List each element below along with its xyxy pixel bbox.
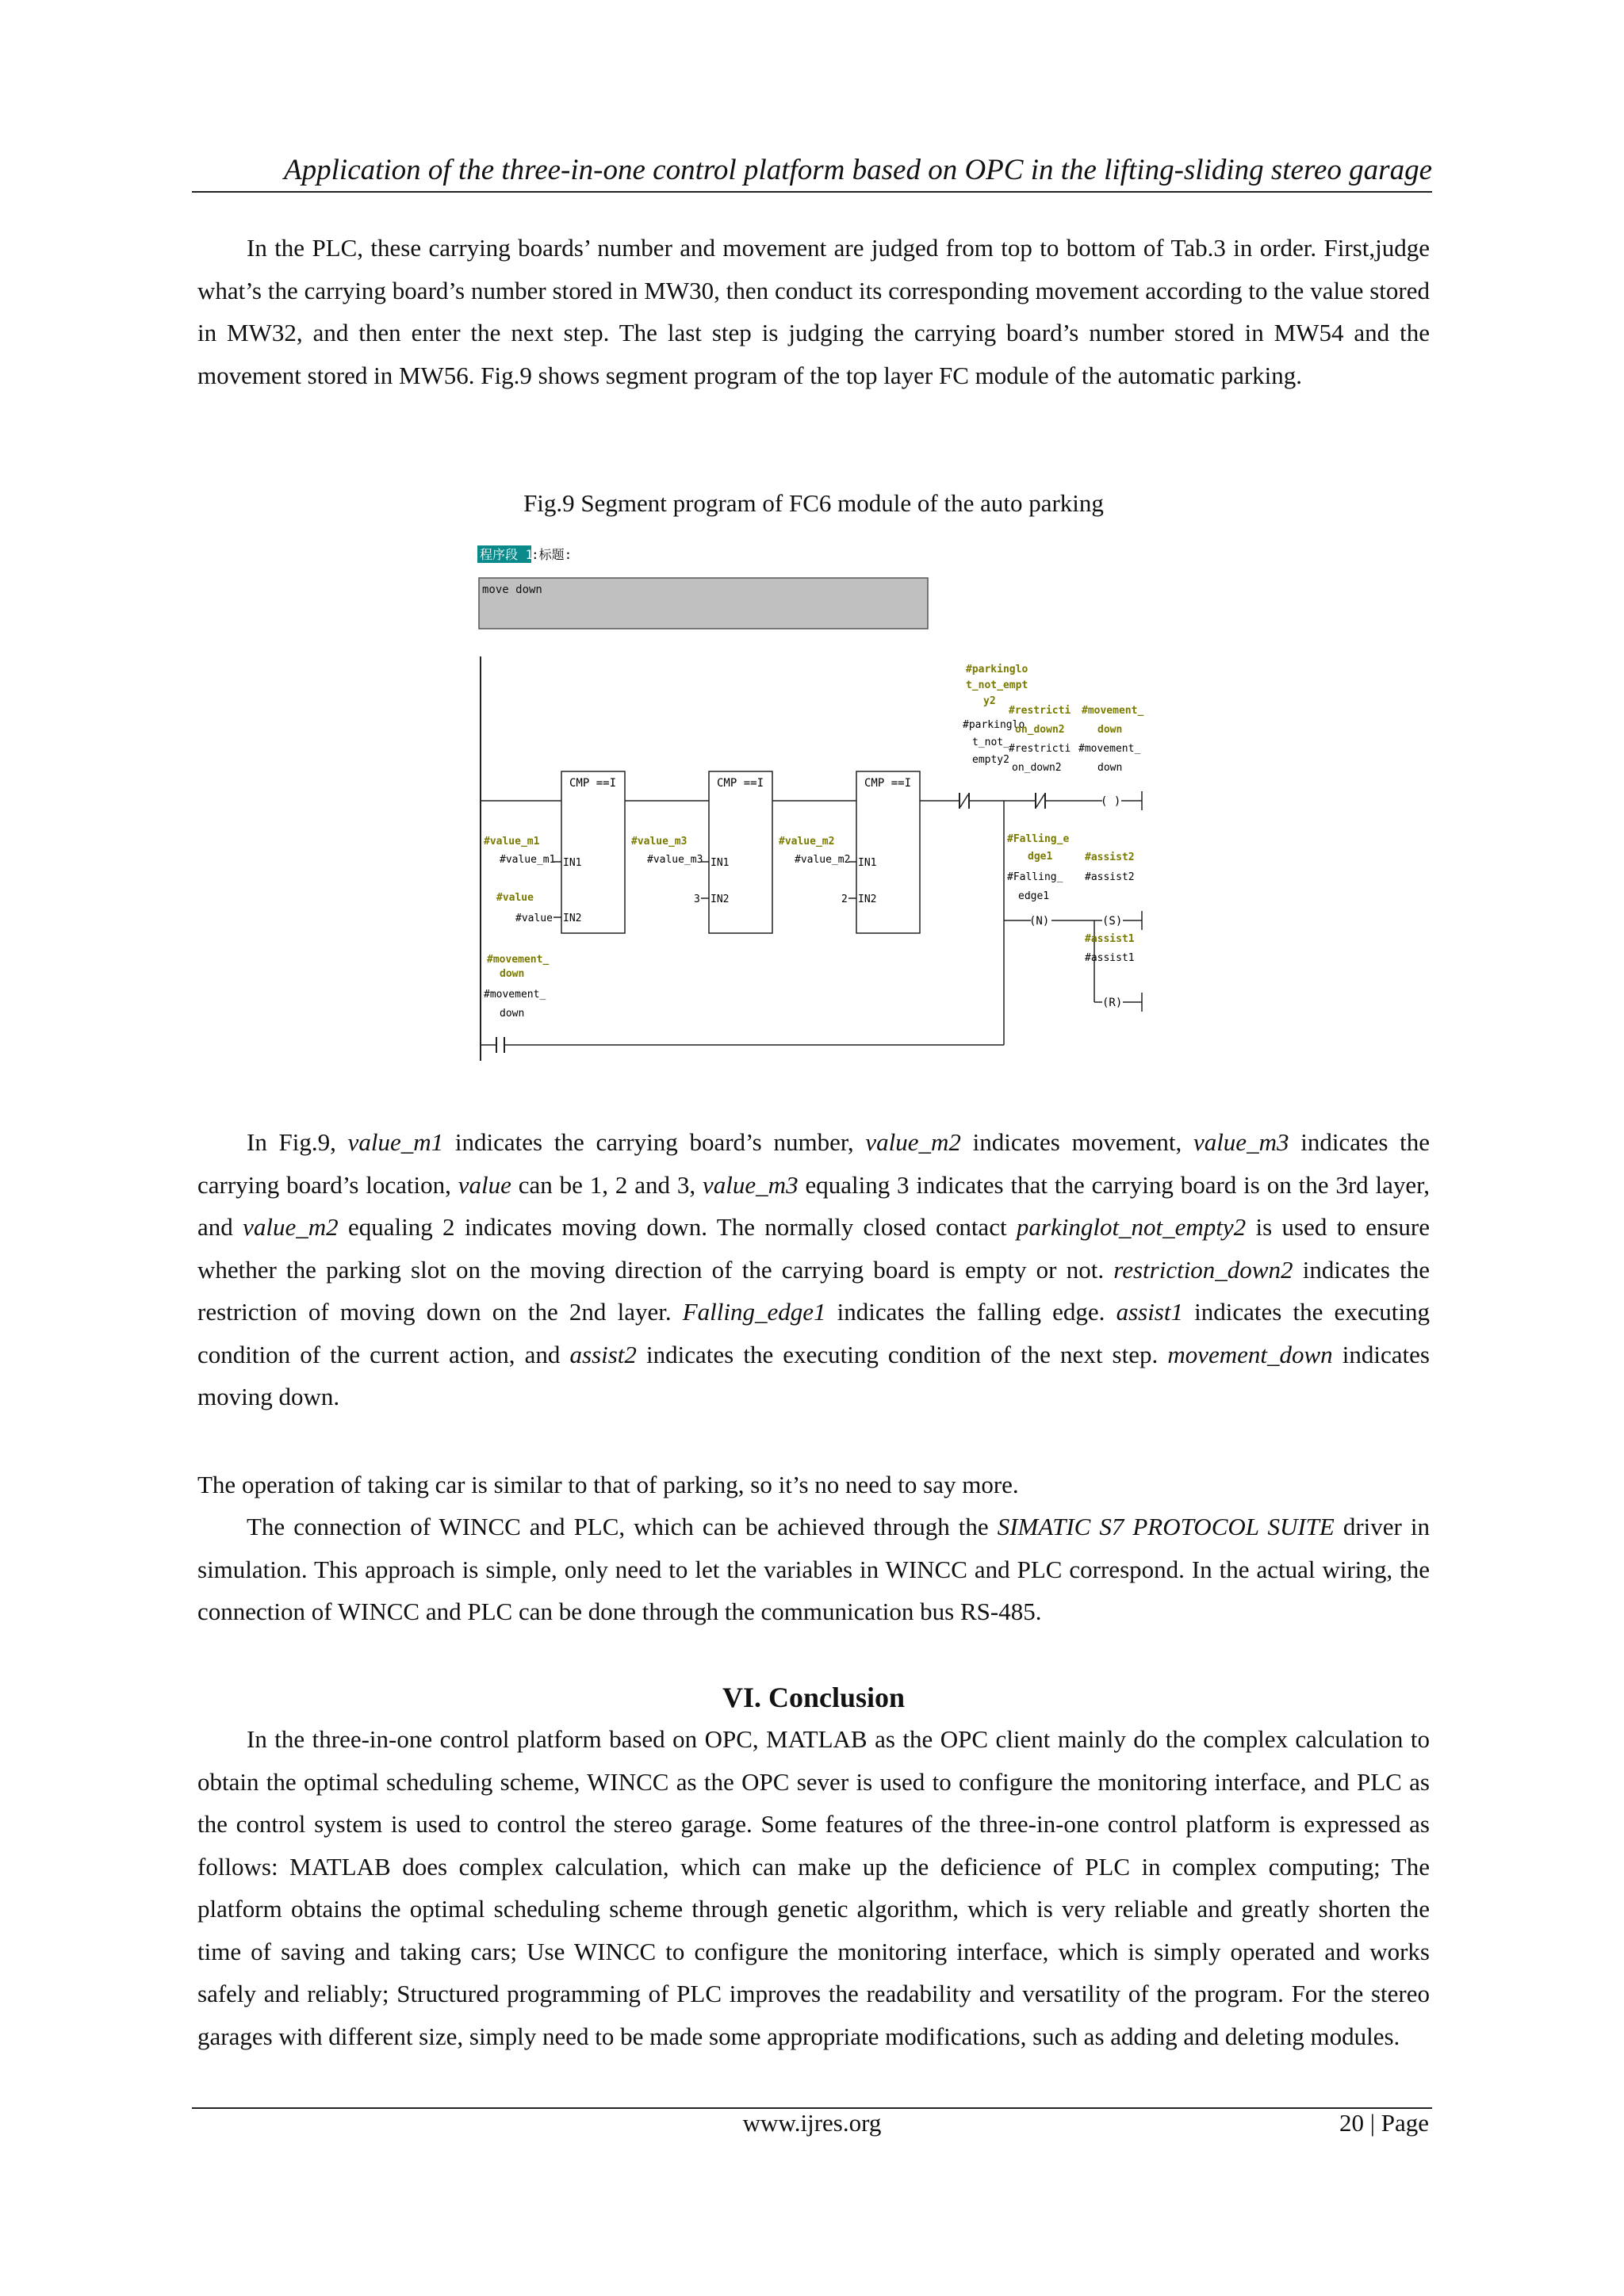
cmp-block-2 bbox=[709, 771, 772, 933]
operand-movement-down-l1: #movement_ bbox=[484, 989, 546, 1001]
operand-movement-out-l2: down bbox=[1097, 762, 1123, 774]
operand-parkinglot-l2: t_not_ bbox=[972, 737, 1009, 748]
symbol-movement-down-l1: #movement_ bbox=[487, 954, 550, 966]
cmp-in1-label: IN1 bbox=[858, 857, 877, 869]
footer-page-number: 20 | Page bbox=[1339, 2109, 1429, 2137]
symbol-parkinglot-l2: t_not_empt bbox=[966, 679, 1028, 691]
running-title: Application of the three-in-one control platform based on OPC in the lifting-sliding stereo garage bbox=[284, 154, 1432, 186]
operand-parkinglot-l3: empty2 bbox=[972, 754, 1009, 766]
symbol-parkinglot-l3: y2 bbox=[983, 695, 996, 707]
symbol-movement-out-l1: #movement_ bbox=[1082, 705, 1144, 717]
operand-movement-out-l1: #movement_ bbox=[1078, 743, 1141, 755]
operand-value-m3: #value_m3 bbox=[647, 854, 703, 866]
operand-value: #value bbox=[515, 913, 553, 924]
symbol-restriction-l2: on_down2 bbox=[1015, 724, 1065, 736]
operand-falling-edge-l2: edge1 bbox=[1018, 890, 1050, 902]
symbol-parkinglot-l1: #parkinglo bbox=[966, 664, 1028, 675]
symbol-value-m3: #value_m3 bbox=[631, 836, 688, 848]
cmp-in2-label: IN2 bbox=[710, 894, 730, 905]
symbol-restriction-l1: #restricti bbox=[1009, 705, 1071, 717]
operand-value-m2: #value_m2 bbox=[795, 854, 851, 866]
operand-assist2: #assist2 bbox=[1085, 871, 1135, 883]
paragraph-1: In the PLC, these carrying boards’ number and movement are judged from top to bottom of Tab.3 in order. First,judge what’s the carrying board’s number stored in MW30, then conduct its corresponding movement according to the value stored in MW32, and then enter the next step. The last step is judging the carrying board’s number stored in MW54 and the movement stored in MW56. Fig.9 shows segment program of the top layer FC module of the automatic parking. bbox=[197, 234, 1430, 389]
cmp-label: CMP ==I bbox=[569, 777, 617, 790]
coil-set: (S) bbox=[1102, 915, 1123, 928]
cmp-label: CMP ==I bbox=[717, 777, 764, 790]
symbol-assist1: #assist1 bbox=[1085, 933, 1135, 945]
paragraph-3: The operation of taking car is similar to that of parking, so it’s no need to say more. bbox=[197, 1471, 1019, 1498]
operand-assist1: #assist1 bbox=[1085, 952, 1135, 964]
operand-parkinglot-l1: #parkinglo bbox=[963, 719, 1025, 731]
paragraph-2: In Fig.9, value_m1 indicates the carrying board’s number, value_m2 indicates movement, value_m3 indicates the carrying board’s location, value can be 1, 2 and 3, value_m3 equaling 3 indicates that the carrying board is on the 3rd layer, and value_m2 equaling 2 indicates moving down. The normally closed contact parkinglot_not_empty2 is used to ensure whether the parking slot on the moving direction of the carrying board is empty or not. restriction_down2 indicates the restriction of moving down on the 2nd layer. Falling_edge1 indicates the falling edge. assist1 indicates the executing condition of the current action, and assist2 indicates the executing condition of the next step. movement_down indicates moving down. bbox=[197, 1128, 1431, 1410]
operand-restriction-l2: on_down2 bbox=[1012, 762, 1062, 774]
section-heading-conclusion: VI. Conclusion bbox=[722, 1682, 906, 1713]
paragraph-4: The connection of WINCC and PLC, which can be achieved through the SIMATIC S7 PROTOCOL SUITE driver in simulation. This approach is simple, only need to let the variables in WINCC and PLC correspond. In the actual wiring, the connection of WINCC and PLC can be done through the communication bus RS-485. bbox=[197, 1513, 1430, 1625]
cmp-in2-label: IN2 bbox=[563, 913, 582, 924]
symbol-movement-down-l2: down bbox=[500, 968, 525, 980]
segment-title: :标题: bbox=[531, 547, 573, 562]
paragraph-conclusion: In the three-in-one control platform based on OPC, MATLAB as the OPC client mainly do the complex calculation to obtain the optimal scheduling scheme, WINCC as the OPC sever is used to configure the monitoring interface, and PLC as the control system is used to control the stereo garage. Some features of the three-in-one control platform is expressed as follows: MATLAB does complex calculation, which can make up the deficience of PLC in complex computing; The platform obtains the optimal scheduling scheme through genetic algorithm, which is very reliable and greatly shorten the time of saving and taking cars; Use WINCC to configure the monitoring interface, which is simply operated and works safely and reliably; Structured programming of PLC improves the readability and versatility of the program. For the stereo garages with different size, simply need to be made some appropriate modifications, such as adding and deleting modules. bbox=[197, 1725, 1430, 2050]
coil-output: ( ) bbox=[1101, 795, 1121, 808]
const-3: 3 bbox=[694, 894, 700, 905]
cmp-in1-label: IN1 bbox=[563, 857, 582, 869]
comment-text: move down bbox=[482, 584, 542, 596]
operand-restriction-l1: #restricti bbox=[1009, 743, 1071, 755]
header-rule bbox=[192, 191, 1432, 193]
ladder-diagram-figure bbox=[476, 538, 1158, 1061]
symbol-value-m2: #value_m2 bbox=[779, 836, 835, 848]
coil-falling-edge: (N) bbox=[1029, 915, 1050, 928]
footer-url[interactable]: www.ijres.org bbox=[742, 2109, 882, 2137]
operand-value-m1: #value_m1 bbox=[500, 854, 556, 866]
segment-label: 程序段 1 bbox=[480, 547, 534, 562]
figure-caption: Fig.9 Segment program of FC6 module of the auto parking bbox=[523, 489, 1104, 517]
operand-falling-edge-l1: #Falling_ bbox=[1007, 871, 1063, 883]
symbol-value-m1: #value_m1 bbox=[484, 836, 540, 848]
symbol-assist2: #assist2 bbox=[1085, 851, 1135, 863]
comment-box bbox=[479, 578, 928, 629]
const-2: 2 bbox=[841, 894, 848, 905]
coil-reset: (R) bbox=[1102, 997, 1123, 1009]
cmp-in1-label: IN1 bbox=[710, 857, 730, 869]
symbol-movement-out-l2: down bbox=[1097, 724, 1123, 736]
operand-movement-down-l2: down bbox=[500, 1008, 525, 1020]
cmp-block-3 bbox=[856, 771, 920, 933]
symbol-falling-edge-l2: dge1 bbox=[1028, 851, 1053, 863]
cmp-in2-label: IN2 bbox=[858, 894, 877, 905]
symbol-falling-edge-l1: #Falling_e bbox=[1007, 833, 1070, 845]
symbol-value: #value bbox=[496, 892, 534, 904]
cmp-label: CMP ==I bbox=[864, 777, 912, 790]
